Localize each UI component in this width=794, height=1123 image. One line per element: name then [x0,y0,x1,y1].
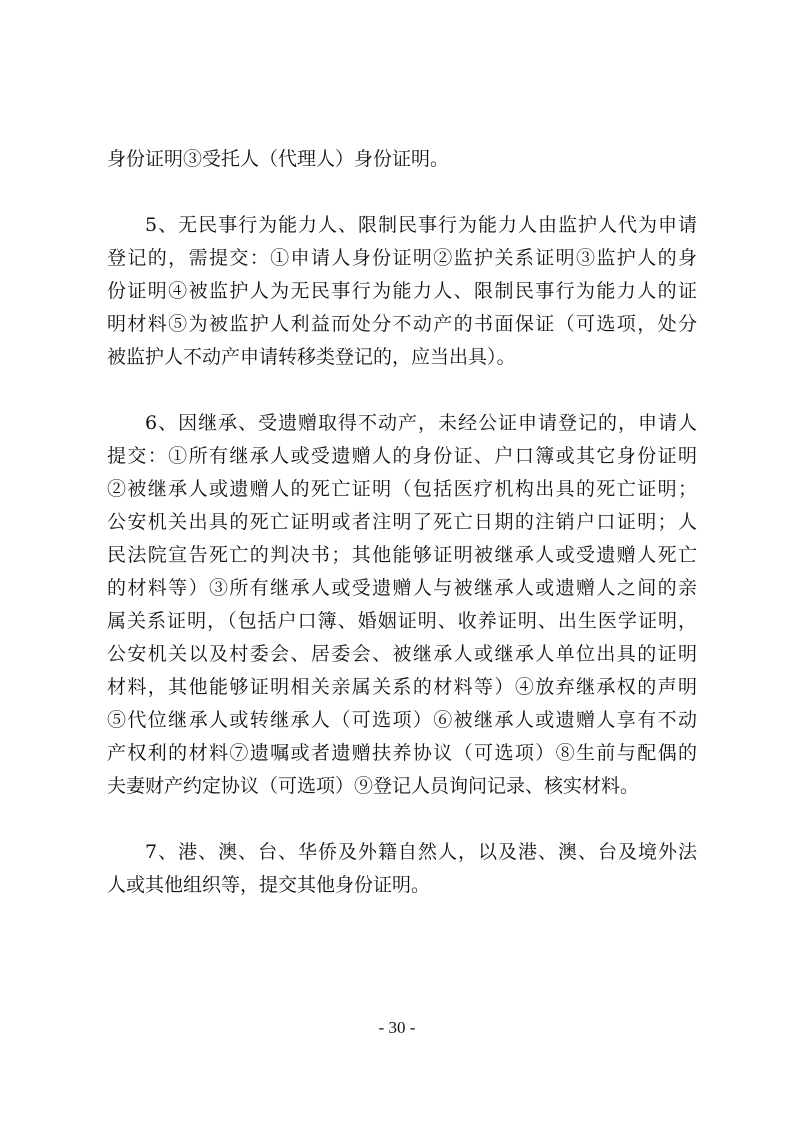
document-body [107,143,697,902]
paragraph-spacer [107,374,697,407]
text-line: 人或其他组织等，提交其他身份证明。 [107,874,431,896]
paragraph-spacer [107,176,697,209]
text-line: 明材料⑤为被监护人利益而处分不动产的书面保证（可选项，处分 [107,313,697,335]
text-line: 5、无民事行为能力人、限制民事行为能力人由监护人代为申请 [145,214,697,236]
text-line: 登记的，需提交：①申请人身份证明②监护关系证明③监护人的身 [107,247,697,269]
text-line: 6、因继承、受遗赠取得不动产，未经公证申请登记的，申请人 [145,412,697,434]
text-line: 公安机关出具的死亡证明或者注明了死亡日期的注销户口证明；人 [107,511,697,533]
text-line: 份证明④被监护人为无民事行为能力人、限制民事行为能力人的证 [107,280,697,302]
paragraph-identity-continuation [107,143,697,176]
text-line: 材料，其他能够证明相关亲属关系的材料等）④放弃继承权的声明 [107,676,697,698]
text-line: 7、港、澳、台、华侨及外籍自然人，以及港、澳、台及境外法 [145,841,697,863]
text-line: 提交：①所有继承人或受遗赠人的身份证、户口簿或其它身份证明 [107,445,697,467]
text-line: ⑤代位继承人或转继承人（可选项）⑥被继承人或遗赠人享有不动 [107,709,697,731]
paragraph-item-5 [107,209,697,374]
text-line: 的材料等）③所有继承人或受遗赠人与被继承人或遗赠人之间的亲 [107,577,697,599]
text-line: 身份证明③受托人（代理人）身份证明。 [107,148,450,170]
page-number: - 30 - [378,1018,416,1037]
paragraph-item-6 [107,407,697,803]
text-line: 夫妻财产约定协议（可选项）⑨登记人员询问记录、核实材料。 [107,775,640,797]
paragraph-spacer [107,803,697,836]
text-line: 属关系证明，（包括户口簿、婚姻证明、收养证明、出生医学证明， [107,610,697,632]
text-line: 产权利的材料⑦遗嘱或者遗赠扶养协议（可选项）⑧生前与配偶的 [107,742,697,764]
text-line: 被监护人不动产申请转移类登记的，应当出具）。 [107,346,516,368]
paragraph-item-7 [107,836,697,902]
text-line: 公安机关以及村委会、居委会、被继承人或继承人单位出具的证明 [107,643,697,665]
text-line: ②被继承人或遗赠人的死亡证明（包括医疗机构出具的死亡证明； [107,478,697,500]
text-line: 民法院宣告死亡的判决书；其他能够证明被继承人或受遗赠人死亡 [107,544,697,566]
